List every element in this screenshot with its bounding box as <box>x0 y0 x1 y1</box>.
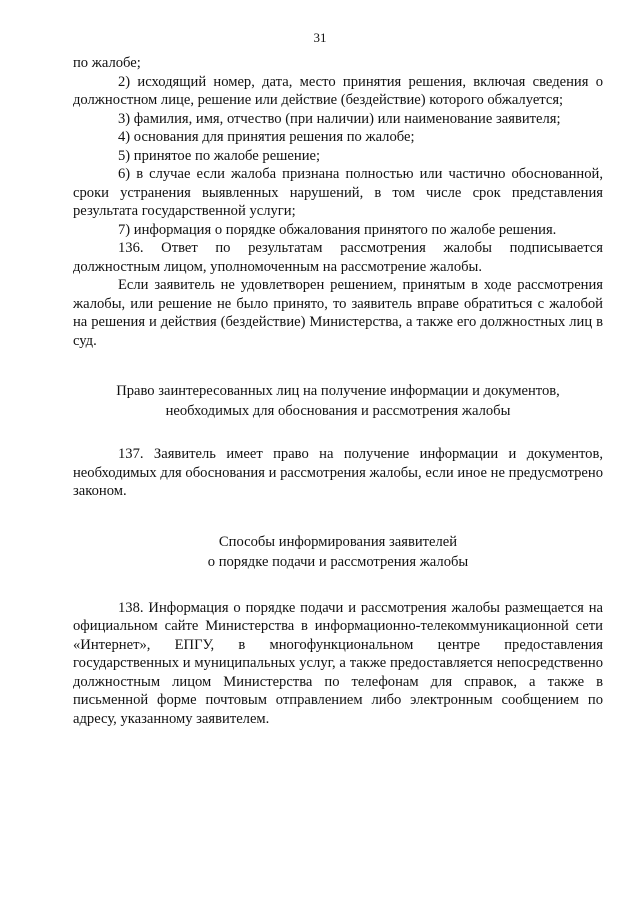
spacer <box>73 572 603 599</box>
paragraph-136-court: Если заявитель не удовлетворен решением, принятым в ходе рассмотрения жалобы, или решение не было принято, то заявитель вправе обратиться с жалобой на решения и действия (бездействие) Министерства, а также его должностных лиц в суд. <box>73 277 603 349</box>
paragraph-138: 138. Информация о порядке подачи и рассмотрения жалобы размещается на официальном сайте Министерства в информационно-телекоммуникационной сети «Интернет», ЕПГУ, в многофункциональном центре предоставления государственных и муниципальных услуг, а также предоставляется непосредственно должностным лицом Министерства по телефонам для справок, а также в письменной форме почтовым отправлением либо электронным сообщением по адресу, указанному заявителем. <box>73 599 603 727</box>
list-item-2: 2) исходящий номер, дата, место принятия решения, включая сведения о должностном лице, решение или действие (бездействие) которого обжалуется; <box>73 73 603 108</box>
spacer <box>73 350 603 381</box>
list-item-5: 5) принятое по жалобе решение; <box>118 147 321 164</box>
spacer <box>73 421 603 445</box>
section-heading-rights-line2: необходимых для обоснования и рассмотрения жалобы <box>165 403 511 419</box>
page-number: 31 <box>313 30 327 45</box>
section-heading-informing-line1: Способы информирования заявителей <box>218 533 458 550</box>
paragraph-137: 137. Заявитель имеет право на получение информации и документов, необходимых для обоснования и рассмотрения жалобы, если иное не предусмотрено законом. <box>73 446 603 499</box>
list-item-4: 4) основания для принятия решения по жалобе; <box>118 129 415 145</box>
list-item-6: 6) в случае если жалоба признана полностью или частично обоснованной, сроки устранения выявленных нарушений, в том числе срок представления результата государственной услуги; <box>73 166 603 219</box>
section-heading-rights-line1: Право заинтересованных лиц на получение информации и документов, <box>116 383 560 399</box>
list-item-3: 3) фамилия, имя, отчество (при наличии) или наименование заявителя; <box>118 110 561 127</box>
paragraph-continuation: по жалобе; <box>73 55 141 71</box>
spacer <box>73 501 603 532</box>
paragraph-136: 136. Ответ по результатам рассмотрения жалобы подписывается должностным лицом, уполномоченным на рассмотрение жалобы. <box>73 240 603 275</box>
section-heading-informing-line2: о порядке подачи и рассмотрения жалобы <box>207 553 469 570</box>
document-body <box>73 54 603 728</box>
list-item-7: 7) информация о порядке обжалования принятого по жалобе решения. <box>118 221 557 238</box>
